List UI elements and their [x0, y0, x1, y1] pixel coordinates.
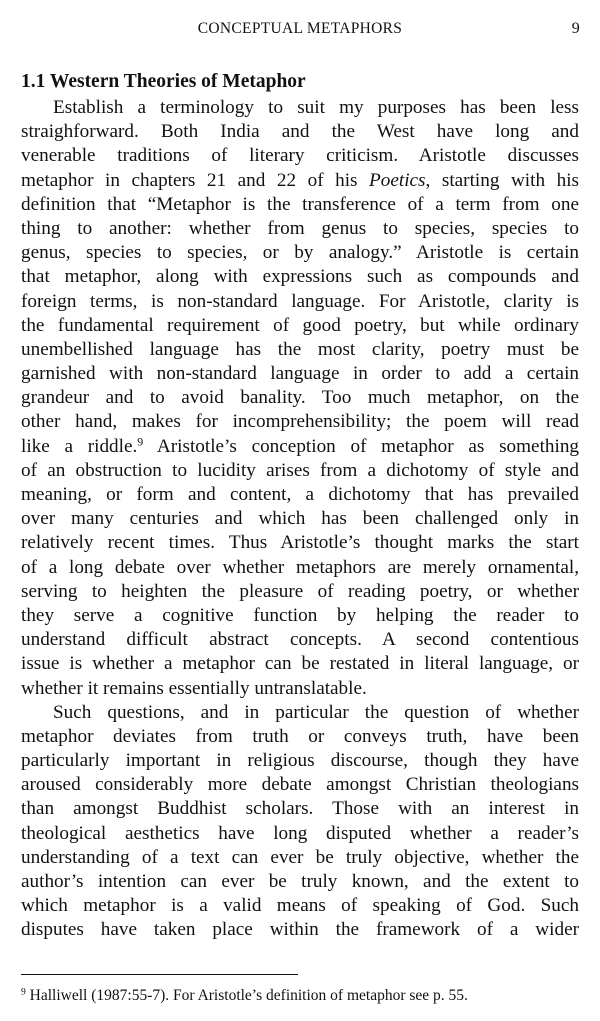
running-title: CONCEPTUAL METAPHORS [197, 20, 403, 37]
text-line: understand difficult abstract concepts. A second contentious [21, 629, 579, 651]
text-line: than amongst Buddhist scholars. Those with an interest in [21, 798, 579, 820]
text-line: particularly important in religious discourse, though they have [21, 750, 579, 772]
body-text [21, 96, 579, 943]
text-line: Such questions, and in particular the question of whether [53, 701, 579, 723]
text-line: straighforward. Both India and the West have long and [21, 121, 579, 143]
text-line: whether it remains essentially untranslatable. [21, 677, 367, 699]
text-line: which metaphor is a valid means of speaking of God. Such [21, 895, 579, 917]
text-line: foreign terms, is non-standard language. For Aristotle, clarity is [21, 290, 579, 312]
text-line: unembellished language has the most clarity, poetry must be [21, 338, 579, 360]
text-line: thing to another: whether from genus to species, species to [21, 217, 579, 239]
text-line: author’s intention can ever be truly known, and the extent to [21, 871, 579, 892]
text-line: that metaphor, along with expressions such as compounds and [21, 266, 579, 288]
text-line: other hand, makes for incomprehensibility; the poem will read [21, 411, 579, 433]
text-line: of an obstruction to lucidity arises from a dichotomy of style and [21, 459, 579, 481]
text-line: disputes have taken place within the framework of a wider [21, 919, 579, 941]
running-head [0, 20, 600, 42]
text-line: aroused considerably more debate amongst Christian theologians [21, 774, 579, 796]
footnote-marker: 9 [21, 986, 26, 998]
text-line: metaphor deviates from truth or conveys truth, have been [21, 725, 579, 747]
footnote-rule [21, 974, 298, 975]
page-number: 9 [571, 20, 580, 37]
text-line: serving to heighten the pleasure of reading poetry, or whether [21, 580, 579, 602]
text-line: relatively recent times. Thus Aristotle’s thought marks the start [21, 532, 579, 554]
footnote-reference: 9 [137, 434, 144, 449]
text-line: Establish a terminology to suit my purposes has been less [53, 97, 579, 118]
footnote-text: Halliwell (1987:55-7). For Aristotle’s definition of metaphor see p. 55. [25, 987, 468, 1004]
text-line: grandeur and to avoid banality. Too much metaphor, on the [21, 387, 579, 409]
text-line: definition that “Metaphor is the transference of a term from one [21, 193, 579, 215]
text-line: the fundamental requirement of good poetry, but while ordinary [21, 314, 579, 336]
text-line: theological aesthetics have long disputed whether a reader’s [21, 822, 579, 844]
footnote [21, 986, 579, 1006]
text-line: like a riddle.$^9$ Aristotle’s conception of metaphor as something [21, 434, 580, 457]
text-line: garnished with non-standard language in order to add a certain [21, 363, 579, 385]
text-line: over many centuries and which has been challenged only in [21, 508, 579, 530]
text-line: issue is whether a metaphor can be restated in literal language, or [21, 653, 579, 675]
text-line: venerable traditions of literary criticism. Aristotle discusses [21, 145, 579, 167]
text-line: of a long debate over whether metaphors are merely ornamental, [21, 556, 579, 578]
text-line: understanding of a text can ever be truly objective, whether the [21, 846, 579, 868]
italic-title: Poetics [369, 169, 426, 191]
text-line: metaphor in chapters 21 and 22 of his Poetics, starting with his [21, 169, 579, 191]
text-line: meaning, or form and content, a dichotomy that has prevailed [21, 484, 579, 505]
text-line: they serve a cognitive function by helping the reader to [21, 604, 579, 626]
section-heading: 1.1 Western Theories of Metaphor [21, 71, 306, 92]
text-line: genus, species to species, or by analogy.” Aristotle is certain [21, 242, 579, 264]
